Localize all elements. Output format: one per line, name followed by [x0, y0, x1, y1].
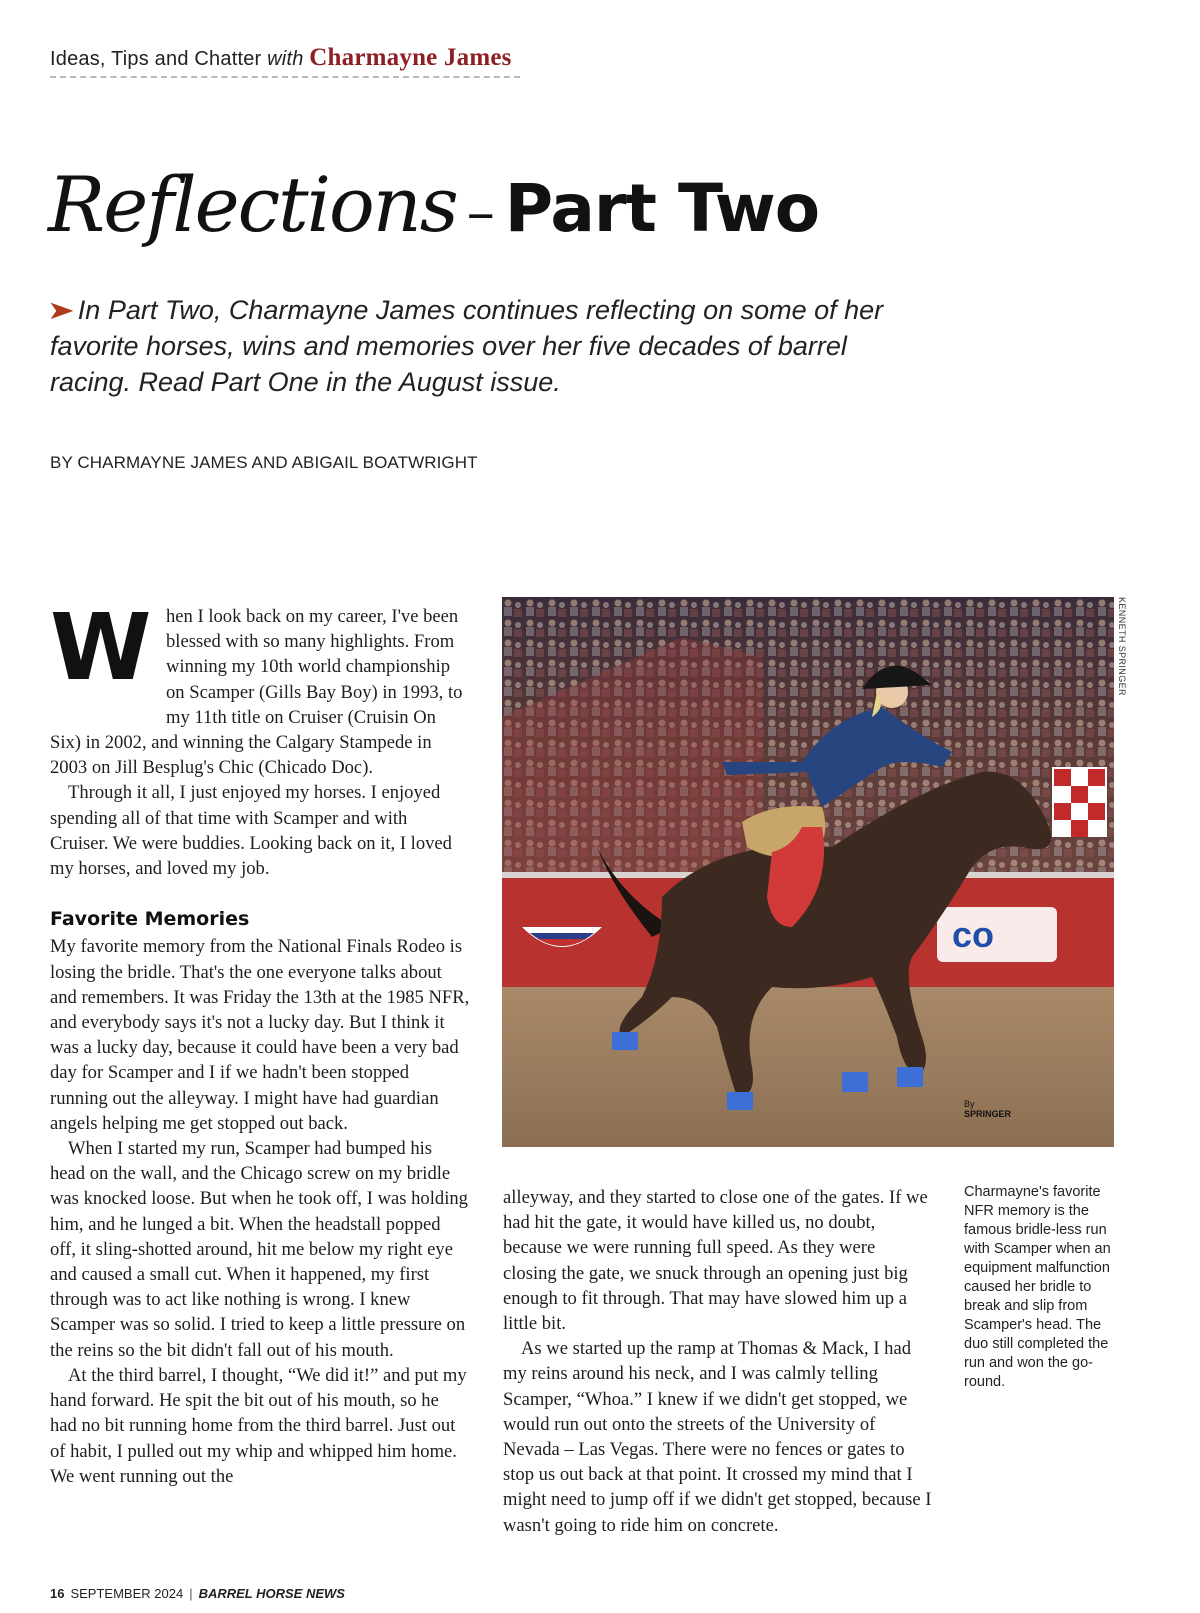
magazine-name: BARREL HORSE NEWS	[198, 1586, 345, 1601]
photo-credit: KENNETH SPRINGER	[1117, 597, 1127, 696]
paragraph: alleyway, and they started to close one of the gates. If we had hit the gate, it would have killed us, no doubt, because we were running full speed. As they were closing the gate, we snuck through an opening just big enough to fit through. That may have slowed him up a little bit.	[503, 1187, 928, 1335]
photo-watermark-name: SPRINGER	[964, 1109, 1012, 1119]
arrow-icon: ➤	[46, 295, 76, 325]
title-script: Reflections	[48, 160, 457, 249]
photo-watermark-by: By	[964, 1099, 975, 1109]
byline: BY CHARMAYNE JAMES AND ABIGAIL BOATWRIGHT	[50, 453, 478, 472]
paragraph: Through it all, I just enjoyed my horses. I enjoyed spending all of that time with Scamper and with Cruiser. We were buddies. Looking back on it, I loved my horses, and loved my job.	[50, 782, 452, 880]
article-title	[48, 160, 819, 249]
article-photo	[502, 597, 1114, 1147]
paragraph: When I started my run, Scamper had bumped his head on the wall, and the Chicago screw on my bridle was knocked loose. But when he took off, I was holding him, and he lunged a bit. When the headstall popped off, it sling-shotted around, hit me below my right eye and caused a small cut. When it happened, my first through was to act like nothing is wrong. I knew Scamper was so solid. I tried to keep a little pressure on the reins so the bit didn't fall out of his mouth.	[50, 1138, 468, 1361]
subheading: Favorite Memories	[50, 908, 250, 931]
kicker-with: with	[267, 48, 304, 70]
deck-text: In Part Two, Charmayne James continues reflecting on some of her favorite horses, wins and memories over her five decades of barrel racing. Read Part One in the August issue.	[50, 295, 884, 397]
paragraph: At the third barrel, I thought, “We did it!” and put my hand forward. He spit the bit out of his mouth, so he had no bit running home from the third barrel. Just out of habit, I pulled out my whip and whipped him home. We went running out the	[50, 1364, 467, 1487]
kicker-author-name: Charmayne James	[309, 44, 512, 71]
paragraph: My favorite memory from the National Finals Rodeo is losing the bridle. That's the one everyone talks about and remembers. It was Friday the 13th at the 1985 NFR, and everybody says it's not a lucky day. But I think it was a lucky day, because it could have been a very bad day for Scamper and I if we hadn't been stopped running out the alleyway. I might have had guardian angels helping me get stopped out back.	[50, 936, 470, 1134]
rodeo-photo-illustration	[502, 597, 1114, 1147]
article-column-2	[503, 1185, 933, 1538]
title-bold: Part Two	[504, 170, 820, 247]
page-number: 16	[50, 1586, 65, 1601]
paragraph: hen I look back on my career, I've been blessed with so many highlights. From winning my 10th world championship on Scamper (Gills Bay Boy) in 1993, to my 11th title on Cruiser (Cruisin On Six) in 2002, and winning the Calgary Stampede in 2003 on Jill Besplug's Chic (Chicado Doc).	[50, 606, 463, 779]
section-kicker	[50, 44, 520, 78]
kicker-text: Ideas, Tips and Chatter	[50, 48, 262, 70]
page-footer	[50, 1586, 345, 1601]
article-column-1	[50, 594, 470, 1489]
banner-text: co	[952, 914, 995, 955]
title-dash: –	[466, 180, 495, 245]
photo-caption: Charmayne's favorite NFR memory is the famous bridle-less run with Scamper when an equipment malfunction caused her bridle to break and slip from Scamper's head. The duo still completed the run and won the go-round.	[964, 1184, 1111, 1390]
footer-separator: |	[189, 1586, 193, 1601]
article-deck	[46, 292, 930, 400]
paragraph: As we started up the ramp at Thomas & Mack, I had my reins around his neck, and I was calmly telling Scamper, “Whoa.” I knew if we didn't get stopped, we would run out onto the streets of the University of Nevada – Las Vegas. There were no fences or gates to stop us out back at that point. It crossed my mind that I might need to jump off if we didn't get stopped, because I wasn't going to ride him on concrete.	[503, 1338, 932, 1536]
issue-date: SEPTEMBER 2024	[70, 1586, 184, 1601]
drop-cap: W	[50, 594, 152, 701]
